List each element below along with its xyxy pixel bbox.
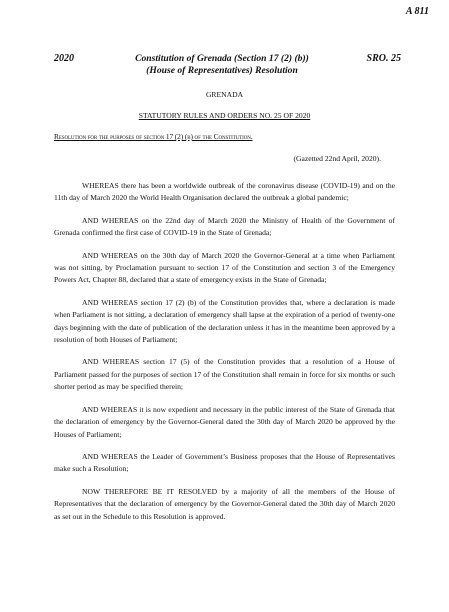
- header-title: [110, 53, 334, 77]
- gazetted-date: (Gazetted 22nd April, 2020).: [293, 154, 381, 163]
- paragraph: AND WHEREAS on the 22nd day of March 2020 the Ministry of Health of the Government of Grenada confirmed the first case of COVID-19 in the State of Grenada;: [54, 215, 395, 238]
- resolution-title: Resolution for the purposes of section 17 (2) (b) of the Constitution.: [54, 132, 253, 141]
- header-sro: SRO. 25: [366, 53, 401, 64]
- paragraph: WHEREAS there has been a worldwide outbreak of the coronavirus disease (COVID-19) and on the 11th day of March 2020 the World Health Organisation declared the outbreak a global pandemic;: [54, 181, 395, 203]
- paragraph: NOW THEREFORE BE IT RESOLVED by a majority of all the members of the House of Representatives that the declaration of emergency by the Governor-General dated the 30th day of March 2020 as set out in the Schedule to this Resolution is approved.: [54, 486, 395, 521]
- header-title-line-1: Constitution of Grenada (Section 17 (2) (b)): [135, 53, 309, 64]
- document-body: [54, 180, 395, 533]
- paragraph: AND WHEREAS section 17 (5) of the Constitution provides that a resolution of a House of Parliament passed for the purposes of section 17 of the Constitution shall remain in force for six months or such shorter period as may be specified therein;: [54, 357, 395, 392]
- paragraph: AND WHEREAS on the 30th day of March 2020 the Governor-General at a time when Parliament was not sitting, by Proclamation pursuant to section 17 of the Constitution and section 3 of the Emergency Powers Act, Chapter 88, declared that a state of emergency exists in the State of Grenada;: [54, 250, 395, 285]
- paragraph: AND WHEREAS section 17 (2) (b) of the Constitution provides that, where a declaration is made when Parliament is not sitting, a declaration of emergency shall lapse at the expiration of a period of twenty-one days beginning with the date of publication of the declaration unless it has in the meantime been approved by a resolution of both Houses of Parliament;: [54, 297, 395, 345]
- paragraph: AND WHEREAS the Leader of Government’s Business proposes that the House of Representatives make such a Resolution;: [54, 451, 395, 474]
- page-number: A 811: [405, 6, 429, 17]
- country-heading: GRENADA: [205, 90, 244, 99]
- paragraph: AND WHEREAS it is now expedient and necessary in the public interest of the State of Grenada that the declaration of emergency by the Governor-General dated the 30th day of March 2020 be approved by the Houses of Parliament;: [54, 404, 395, 439]
- statutory-heading: STATUTORY RULES AND ORDERS NO. 25 OF 2020: [138, 111, 311, 120]
- header-title-line-2: (House of Representatives) Resolution: [146, 65, 298, 76]
- header-year: 2020: [54, 53, 74, 64]
